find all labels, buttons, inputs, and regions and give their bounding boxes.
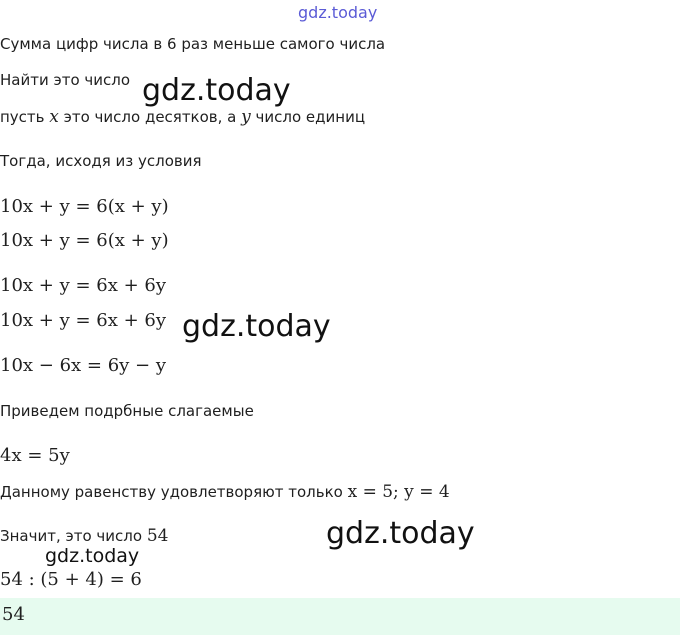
variable-y: y — [241, 107, 251, 127]
answer-box — [0, 598, 680, 635]
problem-statement: Сумма цифр числа в 6 раз меньше самого числа — [0, 35, 386, 53]
watermark-1: gdz.today — [142, 73, 291, 108]
equation-5: 10x − 6x = 6y − y — [0, 355, 167, 376]
equation-4: 10x + y = 6x + 6y — [0, 310, 167, 331]
solution-values: x = 5; y = 4 — [347, 482, 450, 502]
check-equation: 54 : (5 + 4) = 6 — [0, 569, 142, 590]
solution-line — [0, 482, 450, 502]
variables-text-a: пусть — [0, 108, 50, 126]
variable-x: x — [49, 107, 59, 127]
equation-2: 10x + y = 6(x + y) — [0, 230, 169, 251]
task-line: Найти это число — [0, 71, 131, 89]
conclusion-number: 54 — [146, 526, 169, 546]
condition-line: Тогда, исходя из условия — [0, 152, 202, 170]
equation-3: 10x + y = 6x + 6y — [0, 275, 167, 296]
conclusion-text: Значит, это число — [0, 527, 147, 545]
simplify-line: Приведем подрбные слагаемые — [0, 402, 254, 420]
variables-text-b: это число десятков, а — [58, 108, 242, 126]
watermark-2: gdz.today — [182, 309, 331, 344]
watermark-3: gdz.today — [326, 516, 475, 551]
answer-value: 54 — [2, 604, 25, 625]
watermark-top: gdz.today — [298, 3, 378, 22]
equation-6: 4x = 5y — [0, 445, 70, 466]
solution-text: Данному равенству удовлетворяют только — [0, 483, 348, 501]
equation-1: 10x + y = 6(x + y) — [0, 196, 169, 217]
variables-line — [0, 107, 365, 127]
variables-text-c: число единиц — [250, 108, 366, 126]
conclusion-line — [0, 526, 168, 546]
watermark-4: gdz.today — [45, 545, 140, 567]
